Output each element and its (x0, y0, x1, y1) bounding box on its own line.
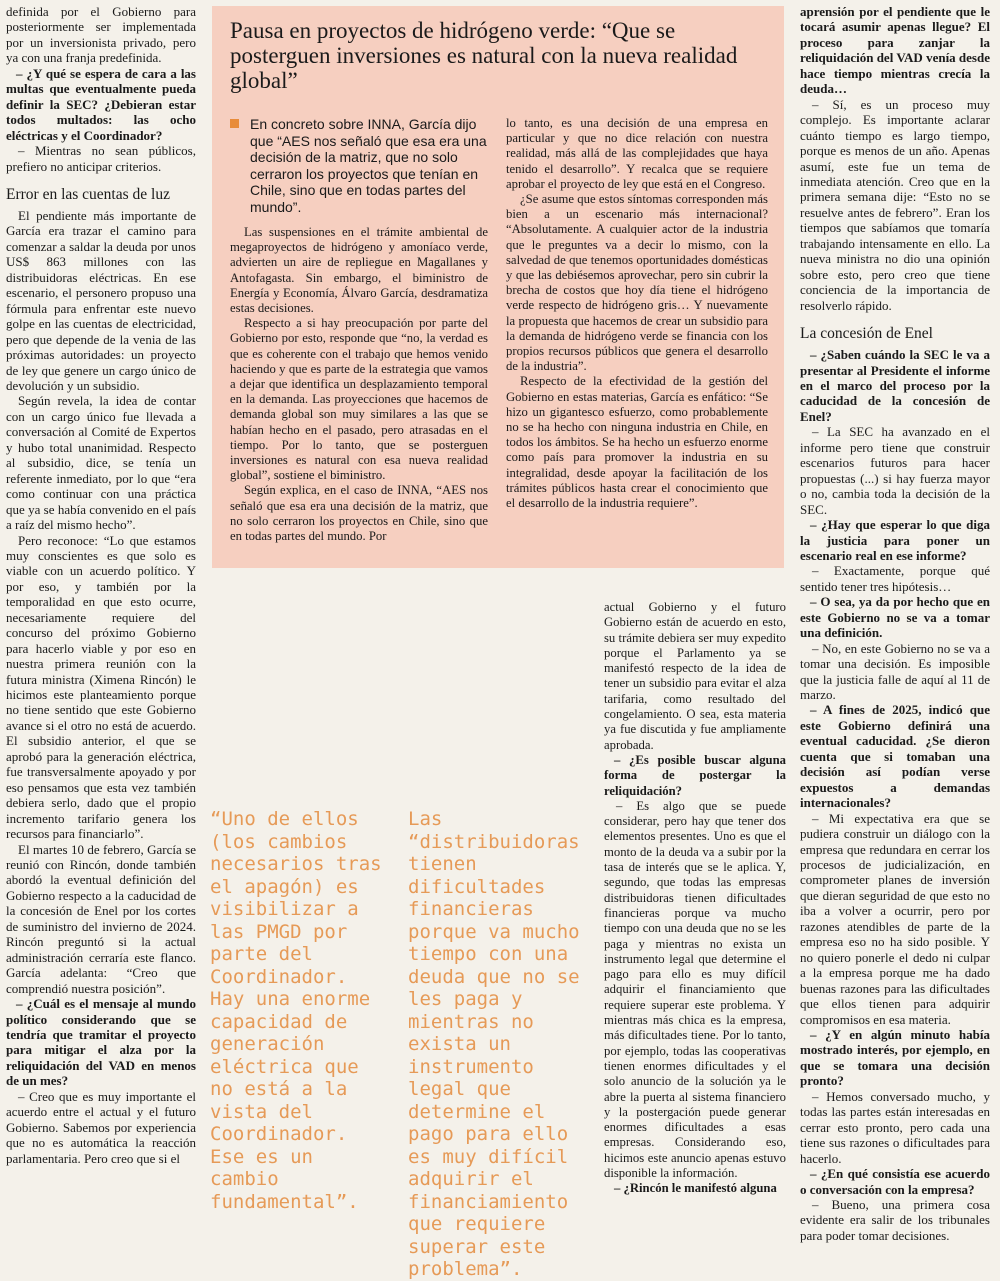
interview-answer: – Sí, es un proceso muy complejo. Es importante aclarar cuánto tiempo es largo tiempo, porque es menos de un año. Apenas asumí, este fue un tema de inmediata atención. Creo que en la primera semana dije: “Esto no se resuelve antes de febrero”. Eran los tiempos que sabíamos que tomaría trabajando intensamente en ello. La nueva ministra no dio una opinión sobre esto, pero creo que tiene conciencia de la importancia de resolverlo rápido. (800, 96, 990, 313)
interview-question: – ¿Cuál es el mensaje al mundo político considerando que se tendría que tramitar el proyecto para mitigar el alza por la reliquidación del VAD en menos de un mes? (6, 996, 196, 1089)
square-bullet-icon (230, 119, 239, 128)
box-column-2 (506, 116, 768, 511)
paragraph: ¿Se asume que estos síntomas corresponden más bien a un escenario más internacional? “Absolutamente. A cualquier actor de la industria que le preguntes va a decir lo mismo, con la salvedad de que tenemos oportunidades domésticas y que las debiésemos aprovechar, pero sin cubrir la brecha de costos que hoy día tiene el hidrógeno verde respecto de hidrógeno gris… Y nuevamente la propuesta que hacemos de crear un subsidio para la demanda de hidrógeno verde se financia con los propios recursos públicos que genera el desarrollo de la industria”. (506, 192, 768, 374)
interview-question: – ¿Y qué se espera de cara a las multas que eventualmente pueda definir la SEC? ¿Debieran estar todos multados: las ocho eléctricas y el Coordinador? (6, 65, 196, 143)
box-title: Pausa en proyectos de hidrógeno verde: “Que se posterguen inversiones es natural con la nueva realidad global” (230, 18, 738, 93)
interview-question: aprensión por el pendiente que le tocará asumir apenas llegue? El proceso para zanjar la reliquidación del VAD venía desde hace tiempo mientras crecía la deuda… (800, 4, 990, 97)
paragraph: definida por el Gobierno para posteriormente ser implementada por un inversionista privado, pero ya con una franja predefinida. (6, 4, 196, 66)
section-heading: La concesión de Enel (800, 325, 933, 343)
paragraph: El pendiente más importante de García era trazar el camino para comenzar a saldar la deuda por unos US$ 863 millones con las distribuidoras eléctricas. En ese escenario, el personero propuso una fórmula para enfrentar este nuevo golpe en las cuentas de electricidad, pero que depende de la venia de las próximas autoridades: un proyecto de ley que genere un cargo único de devolución y un subsidio. (6, 207, 196, 393)
interview-answer: – Es algo que se puede considerar, pero hay que tener dos elementos presentes. Uno es que el monto de la deuda va a subir por la tasa de interés que se le aplica. Y, segundo, que todas las empresas distribuidoras tienen dificultades financieras porque va mucho tiempo con una deuda que no se les paga y mientras no exista un instrumento legal que determine el pago para ello es muy difícil adquirir el financiamiento que requiere superar este problema. Y mientras más chica es la empresa, más dificultades tiene. Por lo tanto, por ejemplo, todas las cooperativas tienen enormes dificultades y el solo anuncio de la solución ya le abre la puerta al sistema financiero y la postergación puede generar enormes dificultades a esas empresas. Considerando eso, hicimos este anuncio apenas estuvo disponible la información. (604, 798, 786, 1180)
interview-question: – ¿Y en algún minuto había mostrado interés, por ejemplo, en que se tomara una decisión pronto? (800, 1027, 990, 1089)
interview-question: – ¿Hay que esperar lo que diga la justicia para poner un escenario real en ese informe? (800, 517, 990, 563)
interview-answer: – Exactamente, porque qué sentido tener tres hipótesis… (800, 563, 990, 594)
paragraph: lo tanto, es una decisión de una empresa en particular y que no dice relación con nuestra realidad, más allá de las complejidades que haya tenido el desarrollo”. Y recalca que se requiere aprobar el proyecto de ley que está en el Congreso. (506, 116, 768, 191)
paragraph: Según revela, la idea de contar con un cargo único fue llevada a conversación al Comité de Expertos y hubo total unanimidad. Respecto al subsidio, dice, se tenía un referente inmediato, por lo que “era como continuar con una práctica que ya se había convenido en el país a raíz del mismo hecho”. (6, 393, 196, 533)
interview-answer: – Mientras no sean públicos, prefiero no anticipar criterios. (6, 143, 196, 174)
section-heading: Error en las cuentas de luz (6, 185, 170, 203)
interview-question: – ¿En qué consistía ese acuerdo o conversación con la empresa? (800, 1166, 990, 1197)
pull-quote-1: “Uno de ellos (los cambios necesarios tras el apagón) es visibilizar a las PMGD por parte del Coordinador. Hay una enorme capacidad de generación eléctrica que no está a la vista del Coordinador. Ese es un cambio fundamental”. (210, 808, 382, 1213)
interview-answer: – Mi expectativa era que se pudiera construir un diálogo con la empresa que redundara en cerrar los procesos de judicialización, en comprometer planes de inversión que dieran seguridad de que esto no iba a volver a ocurrir, pero por razones atendibles de parte de la empresa eso no ha sido posible. Y no quiero ponerle el dedo ni culpar a la empresa porque me ha dado buenas razones para las dificultades que ellos tienen para adquirir compromisos en esa materia. (800, 810, 990, 1027)
interview-answer: – No, en este Gobierno no se va a tomar una decisión. Es imposible que la justicia falle de aquí al 11 de marzo. (800, 640, 990, 703)
paragraph: actual Gobierno y el futuro Gobierno están de acuerdo en esto, su trámite debiera ser muy expedito porque el Parlamento ya se manifestó respecto de la idea de tener un subsidio para evitar el alza tarifaria, como resultado del congelamiento. O sea, esta materia ya fue discutida y fue ampliamente aprobada. (604, 600, 786, 752)
paragraph: Respecto a si hay preocupación por parte del Gobierno por esto, responde que “no, la verdad es que es coherente con el trabajo que hemos venido haciendo y que es parte de la estrategia que vamos a dejar que identifica un desplazamiento temporal en la demanda. Las proyecciones que hacemos de demanda global son muy similares a las que se habían hecho en el pasado, pero atrasadas en el tiempo. Por lo tanto, que se posterguen inversiones es natural con esa nueva realidad global”, sostiene el biministro. (230, 316, 488, 483)
box-lead (230, 116, 488, 215)
paragraph: Según explica, en el caso de INNA, “AES nos señaló que esa era una decisión de la matriz, que no solo cerraron los proyectos en Chile, sino que en todas partes del mundo. Por (230, 483, 488, 544)
interview-question: – O sea, ya da por hecho que en este Gobierno no se va a tomar una definición. (800, 594, 990, 641)
paragraph: Las suspensiones en el trámite ambiental de megaproyectos de hidrógeno y amoníaco verde, advierten un aire de repliegue en Magallanes y Antofagasta. Sin embargo, el biministro de Energía y Economía, Álvaro García, desdramatiza estas decisiones. (230, 225, 488, 316)
interview-question: – ¿Rincón le manifestó alguna (614, 1181, 777, 1196)
article-column-3 (604, 600, 786, 1197)
interview-answer: – Bueno, una primera cosa evidente era salir de los tribunales para poder tomar decisiones. (800, 1196, 990, 1243)
interview-answer: – Hemos conversado mucho, y todas las partes están interesadas en cerrar esto pronto, pero cada una tiene sus razones o dificultades para hacerlo. (800, 1088, 990, 1166)
sidebar-box (212, 6, 784, 568)
paragraph: El martes 10 de febrero, García se reunió con Rincón, donde también abordó la eventual definición del Gobierno respecto a la caducidad de la concesión de Enel por los cortes de suministro del invierno de 2024. Rincón preguntó si la actual administración cerraría este flanco. García adelanta: “Creo que comprendió nuestra posición”. (6, 841, 196, 996)
pull-quote-2: Las “distribuidoras tienen dificultades financieras porque va mucho tiempo con una deuda que no se les paga y mientras no exista un instrumento legal que determine el pago para ello es muy difícil adquirir el financiamiento que requiere superar este problema”. (408, 808, 580, 1280)
paragraph: Pero reconoce: “Lo que estamos muy conscientes es que solo es viable con un acuerdo político. Y por eso, y también por la temporalidad en que esto ocurre, necesariamente requiere del concurso del próximo Gobierno para hacerlo viable y por eso en nuestra primera reunión con la futura ministra (Ximena Rincón) le hicimos este planteamiento porque no tiene sentido que este Gobierno avance si el otro no está de acuerdo. El subsidio anterior, el que se aprobó para la generación eléctrica, fue transversalmente apoyado y por eso pensamos que esta vez también debiera serlo, dado que el propio incremento tarifario genera los recursos para financiarlo”. (6, 532, 196, 842)
paragraph: Respecto de la efectividad de la gestión del Gobierno en estas materias, García es enfático: “Se hizo un gigantesco esfuerzo, como probablemente no se ha hecho con ninguna industria en Chile, en todos los ámbitos. Se ha hecho un esfuerzo enorme como país para promover la industria en su integralidad, desde apoyar la facilitación de los trámites públicos hasta crear el conocimiento que el desarrollo de la industria requiere”. (506, 374, 768, 511)
box-lead-text: En concreto sobre INNA, García dijo que “AES nos señaló que esa era una decisión de la matriz, que no solo cerraron los proyectos que tenían en Chile, sino que en todas partes del mundo”. (250, 116, 487, 215)
box-column-1 (230, 116, 488, 544)
article-column-4 (800, 4, 990, 1243)
interview-question: – ¿Saben cuándo la SEC le va a presentar al Presidente el informe en el marco del proceso por la caducidad de la concesión de Enel? (800, 347, 990, 424)
interview-answer: – La SEC ha avanzado en el informe pero tiene que construir escenarios futuros para hacer propuestas (...) si hay fuerza mayor o no, cambia toda la decisión de la SEC. (800, 424, 990, 517)
article-column-1 (6, 4, 196, 1166)
interview-answer: – Creo que es muy importante el acuerdo entre el actual y el futuro Gobierno. Sabemos por experiencia que no es automática la reacción parlamentaria. Pero creo que si el (6, 1088, 196, 1166)
interview-question: – ¿Es posible buscar alguna forma de postergar la reliquidación? (604, 752, 786, 798)
interview-question: – A fines de 2025, indicó que este Gobierno definirá una eventual caducidad. ¿Se dieron cuenta que si tomaban una decisión así podían verse expuestos a demandas internacionales? (800, 702, 990, 811)
